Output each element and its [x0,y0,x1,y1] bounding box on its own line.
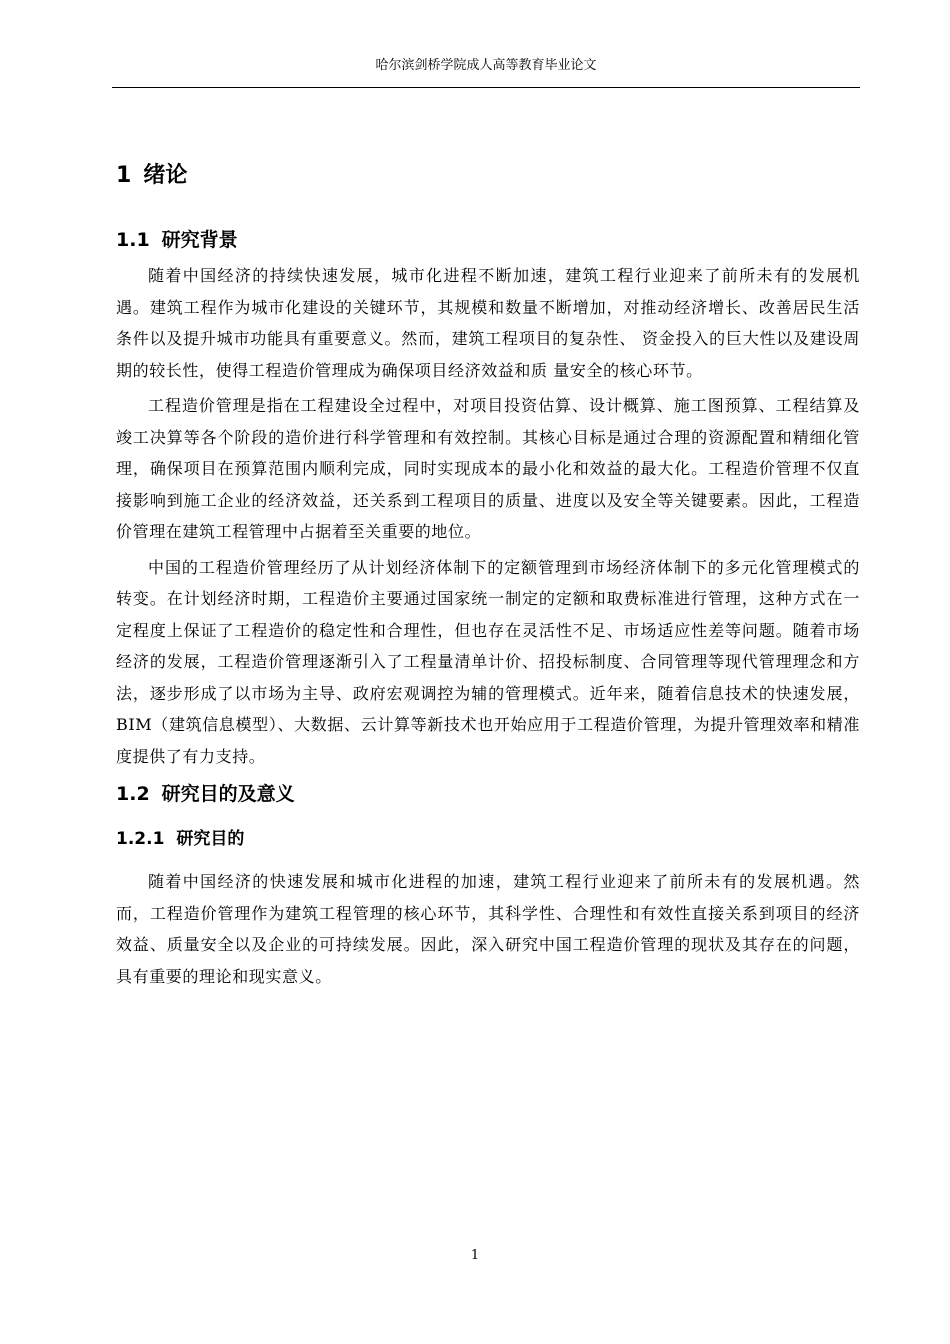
section-heading-1-2 [116,778,860,810]
subsection-title: 研究目的 [176,829,245,849]
page-number: 1 [470,1248,480,1263]
section-number: 1.2 [116,783,150,805]
paragraph: 工程造价管理是指在工程建设全过程中，对项目投资估算、设计概算、施工图预算、工程结算及竣工决算等各个阶段的造价进行科学管理和有效控制。其核心目标是通过合理的资源配置和精细化管理，确保项目在预算范围内顺利完成，同时实现成本的最小化和效益的最大化。工程造价管理不仅直接影响到施工企业的经济效益，还关系到工程项目的质量、进度以及安全等关键要素。因此，工程造价管理在建筑工程管理中占据着至关重要的地位。 [116,396,860,541]
document-body [116,158,860,992]
chapter-heading [116,158,860,194]
subsection-heading-1-2-1 [116,824,860,854]
section-title: 研究目的及意义 [161,783,295,805]
chapter-title: 绪论 [143,163,188,188]
paragraph: 随着中国经济的持续快速发展，城市化进程不断加速，建筑工程行业迎来了前所未有的发展机遇。建筑工程作为城市化建设的关键环节，其规模和数量不断增加，对推动经济增长、改善居民生活条件以及提升城市功能具有重要意义。然而，建筑工程项目的复杂性、 资金投入的巨大性以及建设周期的较长性，使得工程造价管理成为确保项目经济效益和质 量安全的核心环节。 [116,266,860,380]
page-header [112,56,860,88]
section-title: 研究背景 [161,229,238,251]
chapter-number: 1 [116,163,132,188]
paragraph: 随着中国经济的快速发展和城市化进程的加速，建筑工程行业迎来了前所未有的发展机遇。然而，工程造价管理作为建筑工程管理的核心环节，其科学性、合理性和有效性直接关系到项目的经济效益、质量安全以及企业的可持续发展。因此，深入研究中国工程造价管理的现状及其存在的问题，具有重要的理论和现实意义。 [116,872,860,986]
subsection-number: 1.2.1 [116,829,165,849]
section-number: 1.1 [116,229,150,251]
section-heading-1-1 [116,224,860,256]
paragraph: 中国的工程造价管理经历了从计划经济体制下的定额管理到市场经济体制下的多元化管理模式的转变。在计划经济时期，工程造价主要通过国家统一制定的定额和取费标准进行管理，这种方式在一定程度上保证了工程造价的稳定性和合理性，但也存在灵活性不足、市场适应性差等问题。随着市场经济的发展，工程造价管理逐渐引入了工程量清单计价、招投标制度、合同管理等现代管理理念和方法，逐步形成了以市场为主导、政府宏观调控为辅的管理模式。近年来，随着信息技术的快速发展，BIM（建筑信息模型）、大数据、云计算等新技术也开始应用于工程造价管理，为提升管理效率和精准度提供了有力支持。 [116,557,860,766]
header-title: 哈尔滨剑桥学院成人高等教育毕业论文 [375,58,597,73]
